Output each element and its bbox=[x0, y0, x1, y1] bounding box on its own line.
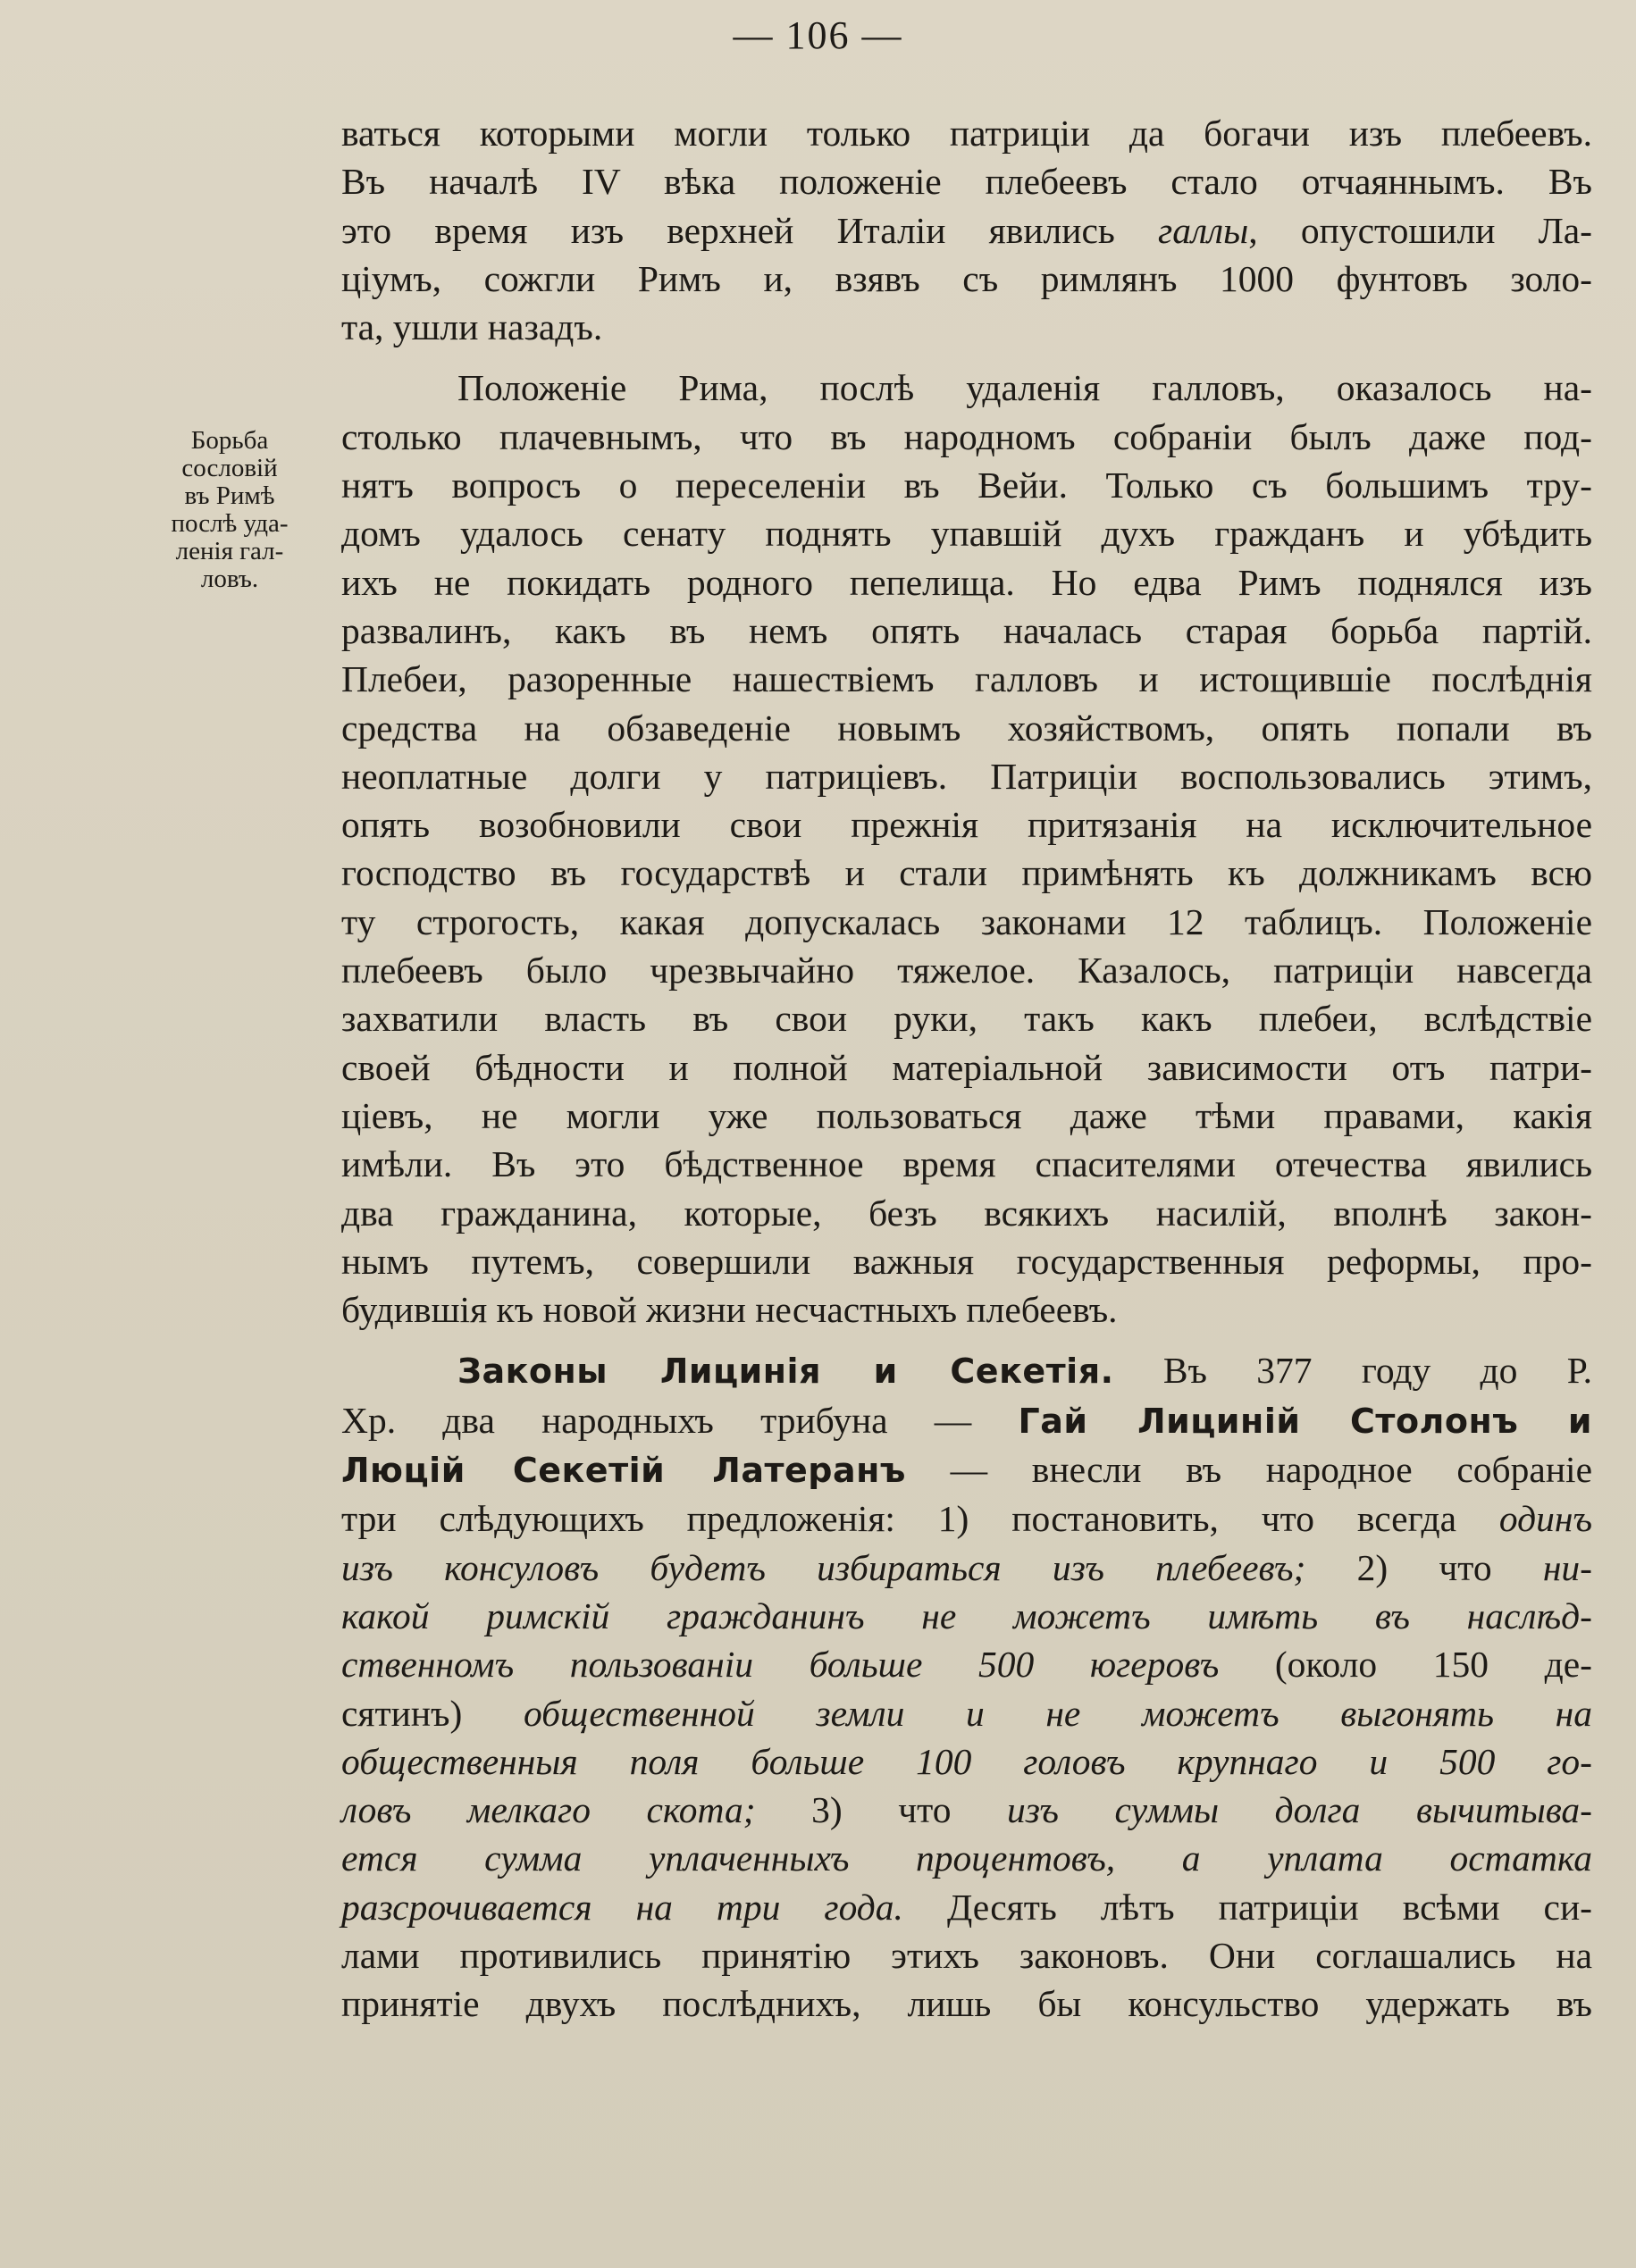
text-line: Хр. два народныхъ трибуна — Гай Лициній Столонъ и bbox=[341, 1399, 1592, 1441]
text-line: ціевъ, не могли уже пользоваться даже тѣми правами, какія bbox=[341, 1094, 1592, 1136]
emphasis: одинъ bbox=[1498, 1498, 1592, 1540]
emphasis: галлы bbox=[1158, 209, 1249, 251]
text-line: два гражданина, которые, безъ всякихъ насилій, вполнѣ закон- bbox=[341, 1192, 1592, 1234]
emphasis: общественной земли и не можетъ выгонять на bbox=[523, 1692, 1593, 1734]
text-line: общественныя поля больше 100 головъ крупнаго и 500 го- bbox=[341, 1740, 1592, 1782]
text-line: какой римскій гражданинъ не можетъ имѣть въ наслѣд- bbox=[341, 1594, 1592, 1636]
text-line: ется сумма уплаченныхъ процентовъ, а уплата остатка bbox=[341, 1837, 1592, 1879]
margin-note-line: послѣ уда- bbox=[171, 509, 289, 538]
text-line: изъ консуловъ будетъ избираться изъ плебеевъ; 2) что ни- bbox=[341, 1546, 1593, 1588]
margin-note bbox=[150, 427, 309, 593]
emphasis: ственномъ пользованіи больше 500 югеровъ bbox=[341, 1644, 1220, 1686]
paragraph-2 bbox=[341, 364, 1592, 1334]
text-line: господство въ государствѣ и стали примѣнять къ должникамъ всю bbox=[341, 852, 1592, 894]
person-name: Гай Лициній Столонъ и bbox=[1018, 1401, 1592, 1441]
margin-note-line: ленія гал- bbox=[175, 537, 284, 565]
text-line: нятъ вопросъ о переселеніи въ Вейи. Только съ большимъ тру- bbox=[341, 464, 1592, 506]
text-line: средства на обзаведеніе новымъ хозяйствомъ, опять попали въ bbox=[341, 707, 1592, 749]
text-line: ихъ не покидать родного пепелища. Но едва Римъ поднялся изъ bbox=[341, 561, 1592, 603]
text-line: развалинъ, какъ въ немъ опять началась старая борьба партій. bbox=[341, 609, 1592, 651]
text-line: захватили власть въ свои руки, такъ какъ плебеи, вслѣдствіе bbox=[341, 998, 1592, 1040]
text-line: ваться которыми могли только патриціи да богачи изъ плебеевъ. bbox=[341, 113, 1592, 154]
text-line: три слѣдующихъ предложенія: 1) постановить, что всегда одинъ bbox=[341, 1498, 1592, 1540]
text-line: будившія къ новой жизни несчастныхъ плебеевъ. bbox=[341, 1289, 1118, 1331]
margin-note-line: въ Римѣ bbox=[184, 481, 275, 510]
text-line: опять возобновили свои прежнія притязанія на исключительное bbox=[341, 804, 1592, 846]
text-line: нымъ путемъ, совершили важныя государственныя реформы, про- bbox=[341, 1240, 1592, 1282]
text-line: Положеніе Рима, послѣ удаленія галловъ, оказалось на- bbox=[457, 367, 1592, 409]
text-line: Плебеи, разоренные нашествіемъ галловъ и истощившіе послѣднія bbox=[341, 658, 1592, 700]
text-line: Въ началѣ IV вѣка положеніе плебеевъ стало отчаяннымъ. Въ bbox=[341, 161, 1592, 203]
text-line: это время изъ верхней Италіи явились галлы, опустошили Ла- bbox=[341, 209, 1593, 251]
main-text bbox=[341, 109, 1592, 2029]
section-heading: Законы Лицинія и Секетія. bbox=[457, 1352, 1114, 1392]
margin-note-line: сословій bbox=[181, 454, 278, 482]
emphasis: изъ суммы долга вычитыва- bbox=[1007, 1789, 1593, 1831]
margin-note-line: Борьба bbox=[190, 426, 269, 455]
text-line: ту строгость, какая допускалась законами 12 таблицъ. Положеніе bbox=[341, 900, 1592, 942]
emphasis: ни- bbox=[1542, 1546, 1593, 1588]
text-line: принятіе двухъ послѣднихъ, лишь бы консульство удержать въ bbox=[341, 1983, 1592, 2025]
text-line: Люцій Секетій Латеранъ — внесли въ народное собраніе bbox=[341, 1449, 1592, 1491]
emphasis: изъ консуловъ будетъ избираться изъ плебеевъ; bbox=[341, 1546, 1306, 1588]
paragraph-1 bbox=[341, 109, 1592, 351]
text-line: сятинъ) общественной земли и не можетъ выгонять на bbox=[341, 1692, 1593, 1734]
emphasis: ловъ мелкаго скота; bbox=[341, 1789, 756, 1831]
margin-note-line: ловъ. bbox=[200, 565, 259, 593]
text-line: лами противились принятію этихъ законовъ. Они соглашались на bbox=[341, 1934, 1592, 1976]
text-line: Законы Лицинія и Секетія. Въ 377 году до Р. bbox=[457, 1350, 1592, 1392]
person-name: Люцій Секетій Латеранъ bbox=[341, 1451, 906, 1491]
text-line: плебеевъ было чрезвычайно тяжелое. Казалось, патриціи навсегда bbox=[341, 950, 1592, 992]
text-line: домъ удалось сенату поднять упавшій духъ гражданъ и убѣдить bbox=[341, 513, 1592, 555]
text-line: ціумъ, сожгли Римъ и, взявъ съ римлянъ 1000 фунтовъ золо- bbox=[341, 257, 1592, 299]
text-line: столько плачевнымъ, что въ народномъ собраніи былъ даже под- bbox=[341, 415, 1592, 457]
paragraph-3 bbox=[341, 1346, 1592, 2028]
text-line: та, ушли назадъ. bbox=[341, 306, 603, 348]
text-line: ловъ мелкаго скота; 3) что изъ суммы долга вычитыва- bbox=[341, 1789, 1593, 1831]
text-line: разсрочивается на три года. Десять лѣтъ патриціи всѣми си- bbox=[341, 1886, 1593, 1928]
text-line: ственномъ пользованіи больше 500 югеровъ (около 150 де- bbox=[341, 1644, 1592, 1686]
text-line: своей бѣдности и полной матеріальной зависимости отъ патри- bbox=[341, 1046, 1592, 1088]
emphasis: разсрочивается на три года. bbox=[341, 1886, 903, 1928]
text-line: имѣли. Въ это бѣдственное время спасителями отечества явились bbox=[341, 1143, 1592, 1185]
page-number: — 106 — bbox=[733, 13, 903, 57]
text-line: неоплатные долги у патриціевъ. Патриціи воспользовались этимъ, bbox=[341, 755, 1592, 797]
